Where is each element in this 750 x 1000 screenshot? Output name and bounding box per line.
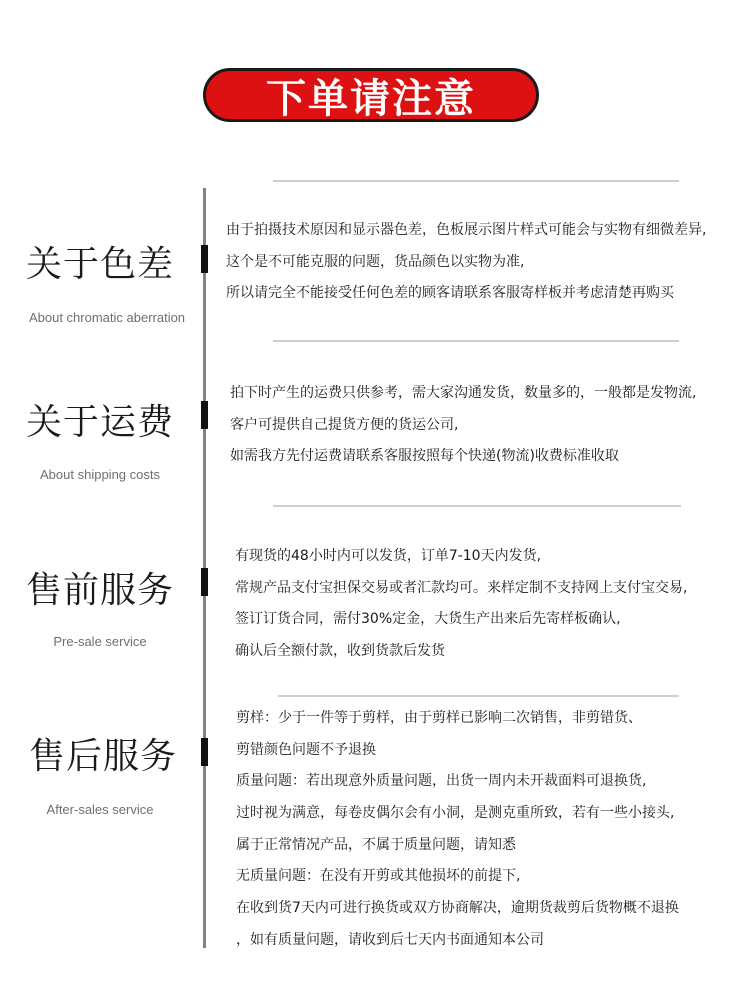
section-marker — [201, 401, 208, 429]
section-title: 售前服务 — [25, 570, 174, 611]
notice-banner-title: 下单请注意 — [266, 75, 476, 122]
section-title: 关于运费 — [25, 402, 174, 443]
section-subtitle: After-sales service — [46, 802, 154, 817]
body-line: 过时视为满意，每卷皮偶尔会有小洞，是测克重所致，若有一些小接头, — [236, 805, 675, 822]
section-body — [230, 378, 696, 473]
body-line: 剪错颜色问题不予退换 — [236, 741, 376, 758]
section-marker — [201, 568, 208, 596]
section-subtitle: About shipping costs — [40, 467, 160, 482]
section-title: 关于色差 — [25, 244, 174, 285]
horizontal-divider — [278, 695, 679, 697]
body-line: 客户可提供自己提货方便的货运公司, — [230, 416, 459, 433]
notice-banner — [203, 68, 539, 122]
body-line: 剪样：少于一件等于剪样，由于剪样已影响二次销售，非剪错货、 — [236, 710, 642, 726]
section-body — [226, 215, 706, 310]
section-marker — [201, 245, 208, 273]
horizontal-divider — [273, 505, 681, 507]
body-line: 无质量问题：在没有开剪或其他损坏的前提下, — [236, 868, 521, 885]
body-line: 常规产品支付宝担保交易或者汇款均可。来样定制不支持网上支付宝交易, — [235, 579, 688, 596]
section-body — [235, 541, 687, 668]
horizontal-divider — [273, 340, 679, 342]
body-line: 有现货的48小时内可以发货，订单7-10天内发货, — [235, 548, 542, 564]
body-line: 签订订货合同，需付30%定金，大货生产出来后先寄样板确认, — [235, 611, 621, 628]
section-subtitle: About chromatic aberration — [28, 310, 186, 325]
section-body — [236, 703, 679, 957]
section-marker — [201, 738, 208, 766]
body-line: 属于正常情况产品，不属于质量问题，请知悉 — [236, 836, 516, 853]
body-line: 在收到货7天内可进行换货或双方协商解决，逾期货裁剪后货物概不退换 — [236, 900, 679, 917]
section-subtitle: Pre-sale service — [53, 634, 147, 649]
body-line: 所以请完全不能接受任何色差的顾客请联系客服寄样板并考虑清楚再购买 — [226, 285, 674, 302]
section-title: 售后服务 — [28, 736, 177, 777]
body-line: ，如有质量问题，请收到后七天内书面通知本公司 — [236, 931, 544, 948]
body-line: 确认后全额付款，收到货款后发货 — [235, 643, 445, 660]
body-line: 质量问题：若出现意外质量问题，出货一周内未开裁面料可退换货, — [236, 773, 647, 790]
body-line: 拍下时产生的运费只供参考，需大家沟通发货，数量多的，一般都是发物流, — [230, 385, 697, 401]
body-line: 这个是不可能克服的问题，货品颜色以实物为准, — [226, 253, 525, 270]
body-line: 由于拍摄技术原因和显示器色差，色板展示图片样式可能会与实物有细微差异, — [226, 222, 707, 238]
horizontal-divider — [273, 180, 679, 182]
body-line: 如需我方先付运费请联系客服按照每个快递(物流)收费标准收取 — [230, 448, 619, 465]
